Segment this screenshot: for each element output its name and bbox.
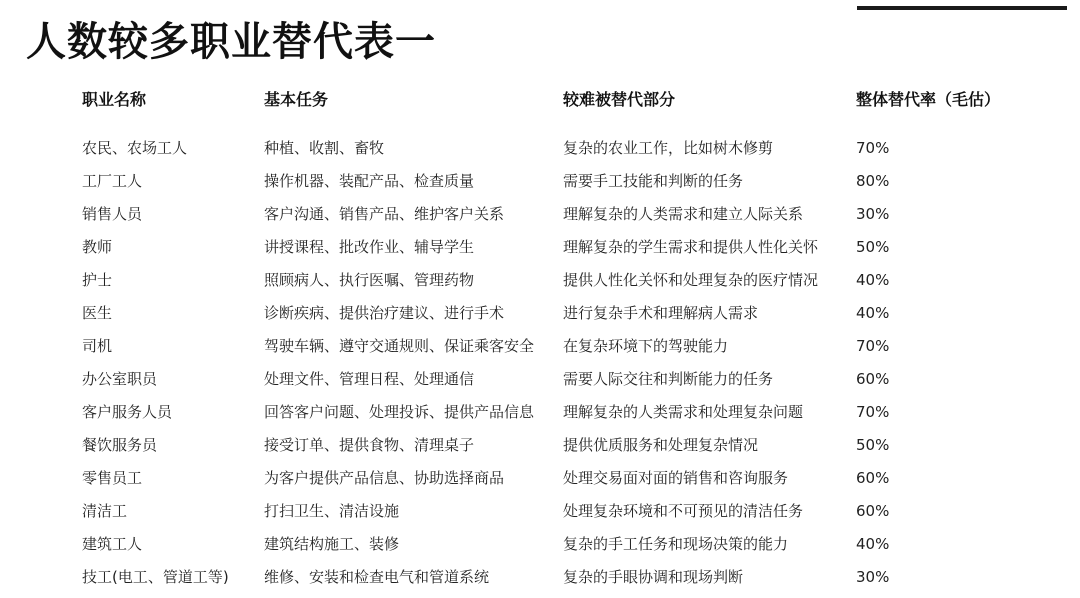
cell-replacement-rate: 80% (856, 172, 890, 190)
cell-replacement-rate: 40% (856, 304, 890, 322)
cell-hard-to-replace: 需要手工技能和判断的任务 (563, 172, 744, 190)
page-title: 人数较多职业替代表一 (26, 19, 436, 65)
table-row (82, 565, 1042, 598)
cell-job-name: 办公室职员 (82, 370, 158, 388)
cell-job-name: 技工(电工、管道工等) (82, 568, 229, 586)
cell-hard-to-replace: 复杂的手眼协调和现场判断 (563, 568, 744, 586)
cell-replacement-rate: 70% (856, 337, 890, 355)
cell-replacement-rate: 30% (856, 205, 890, 223)
cell-hard-to-replace: 在复杂环境下的驾驶能力 (563, 337, 729, 355)
occupation-table (82, 88, 1042, 598)
cell-replacement-rate: 60% (856, 370, 890, 388)
cell-job-name: 餐饮服务员 (82, 436, 158, 454)
header-hard-to-replace: 较难被替代部分 (563, 90, 676, 109)
cell-hard-to-replace: 理解复杂的人类需求和处理复杂问题 (563, 403, 804, 421)
cell-job-name: 教师 (82, 238, 113, 256)
cell-job-name: 销售人员 (82, 205, 143, 223)
cell-basic-tasks: 为客户提供产品信息、协助选择商品 (264, 469, 505, 487)
cell-job-name: 农民、农场工人 (82, 139, 188, 157)
header-spacer (82, 128, 1042, 136)
cell-replacement-rate: 60% (856, 469, 890, 487)
cell-hard-to-replace: 理解复杂的人类需求和建立人际关系 (563, 205, 804, 223)
cell-basic-tasks: 讲授课程、批改作业、辅导学生 (264, 238, 475, 256)
cell-hard-to-replace: 提供人性化关怀和处理复杂的医疗情况 (563, 271, 819, 289)
table-row (82, 334, 1042, 367)
table-body (82, 136, 1042, 598)
table-row (82, 532, 1042, 565)
table-row (82, 268, 1042, 301)
cell-hard-to-replace: 进行复杂手术和理解病人需求 (563, 304, 759, 322)
cell-basic-tasks: 维修、安装和检查电气和管道系统 (264, 568, 490, 586)
table-row (82, 466, 1042, 499)
table-row (82, 169, 1042, 202)
cell-replacement-rate: 70% (856, 403, 890, 421)
table-row (82, 433, 1042, 466)
cell-job-name: 客户服务人员 (82, 403, 173, 421)
table-row (82, 400, 1042, 433)
cell-basic-tasks: 打扫卫生、清洁设施 (264, 502, 400, 520)
cell-job-name: 医生 (82, 304, 113, 322)
cell-basic-tasks: 接受订单、提供食物、清理桌子 (264, 436, 475, 454)
cell-job-name: 零售员工 (82, 469, 143, 487)
cell-hard-to-replace: 需要人际交往和判断能力的任务 (563, 370, 774, 388)
header-replacement-rate: 整体替代率（毛估） (856, 90, 1001, 109)
cell-hard-to-replace: 处理交易面对面的销售和咨询服务 (563, 469, 789, 487)
cell-replacement-rate: 40% (856, 271, 890, 289)
cell-job-name: 工厂工人 (82, 172, 143, 190)
cell-hard-to-replace: 复杂的农业工作，比如树木修剪 (563, 139, 774, 157)
cell-basic-tasks: 回答客户问题、处理投诉、提供产品信息 (264, 403, 535, 421)
table-header-row (82, 88, 1042, 128)
cell-basic-tasks: 操作机器、装配产品、检查质量 (264, 172, 475, 190)
cell-replacement-rate: 50% (856, 238, 890, 256)
cell-hard-to-replace: 处理复杂环境和不可预见的清洁任务 (563, 502, 804, 520)
cell-basic-tasks: 照顾病人、执行医嘱、管理药物 (264, 271, 475, 289)
cell-job-name: 司机 (82, 337, 113, 355)
cell-replacement-rate: 70% (856, 139, 890, 157)
cell-replacement-rate: 60% (856, 502, 890, 520)
cell-hard-to-replace: 提供优质服务和处理复杂情况 (563, 436, 759, 454)
cell-replacement-rate: 40% (856, 535, 890, 553)
cell-basic-tasks: 处理文件、管理日程、处理通信 (264, 370, 475, 388)
header-basic-tasks: 基本任务 (264, 90, 329, 109)
cell-hard-to-replace: 复杂的手工任务和现场决策的能力 (563, 535, 789, 553)
header-job-name: 职业名称 (82, 90, 147, 109)
cell-hard-to-replace: 理解复杂的学生需求和提供人性化关怀 (563, 238, 819, 256)
cell-replacement-rate: 30% (856, 568, 890, 586)
cell-replacement-rate: 50% (856, 436, 890, 454)
cell-basic-tasks: 驾驶车辆、遵守交通规则、保证乘客安全 (264, 337, 535, 355)
cell-basic-tasks: 种植、收割、畜牧 (264, 139, 385, 157)
table-row (82, 301, 1042, 334)
cell-job-name: 护士 (82, 271, 113, 289)
table-row (82, 235, 1042, 268)
table-row (82, 136, 1042, 169)
cell-job-name: 建筑工人 (82, 535, 143, 553)
cell-basic-tasks: 客户沟通、销售产品、维护客户关系 (264, 205, 505, 223)
cell-job-name: 清洁工 (82, 502, 128, 520)
cell-basic-tasks: 诊断疾病、提供治疗建议、进行手术 (264, 304, 505, 322)
table-row (82, 202, 1042, 235)
cell-basic-tasks: 建筑结构施工、装修 (264, 535, 400, 553)
table-row (82, 499, 1042, 532)
top-decorative-rule (857, 6, 1067, 10)
table-row (82, 367, 1042, 400)
